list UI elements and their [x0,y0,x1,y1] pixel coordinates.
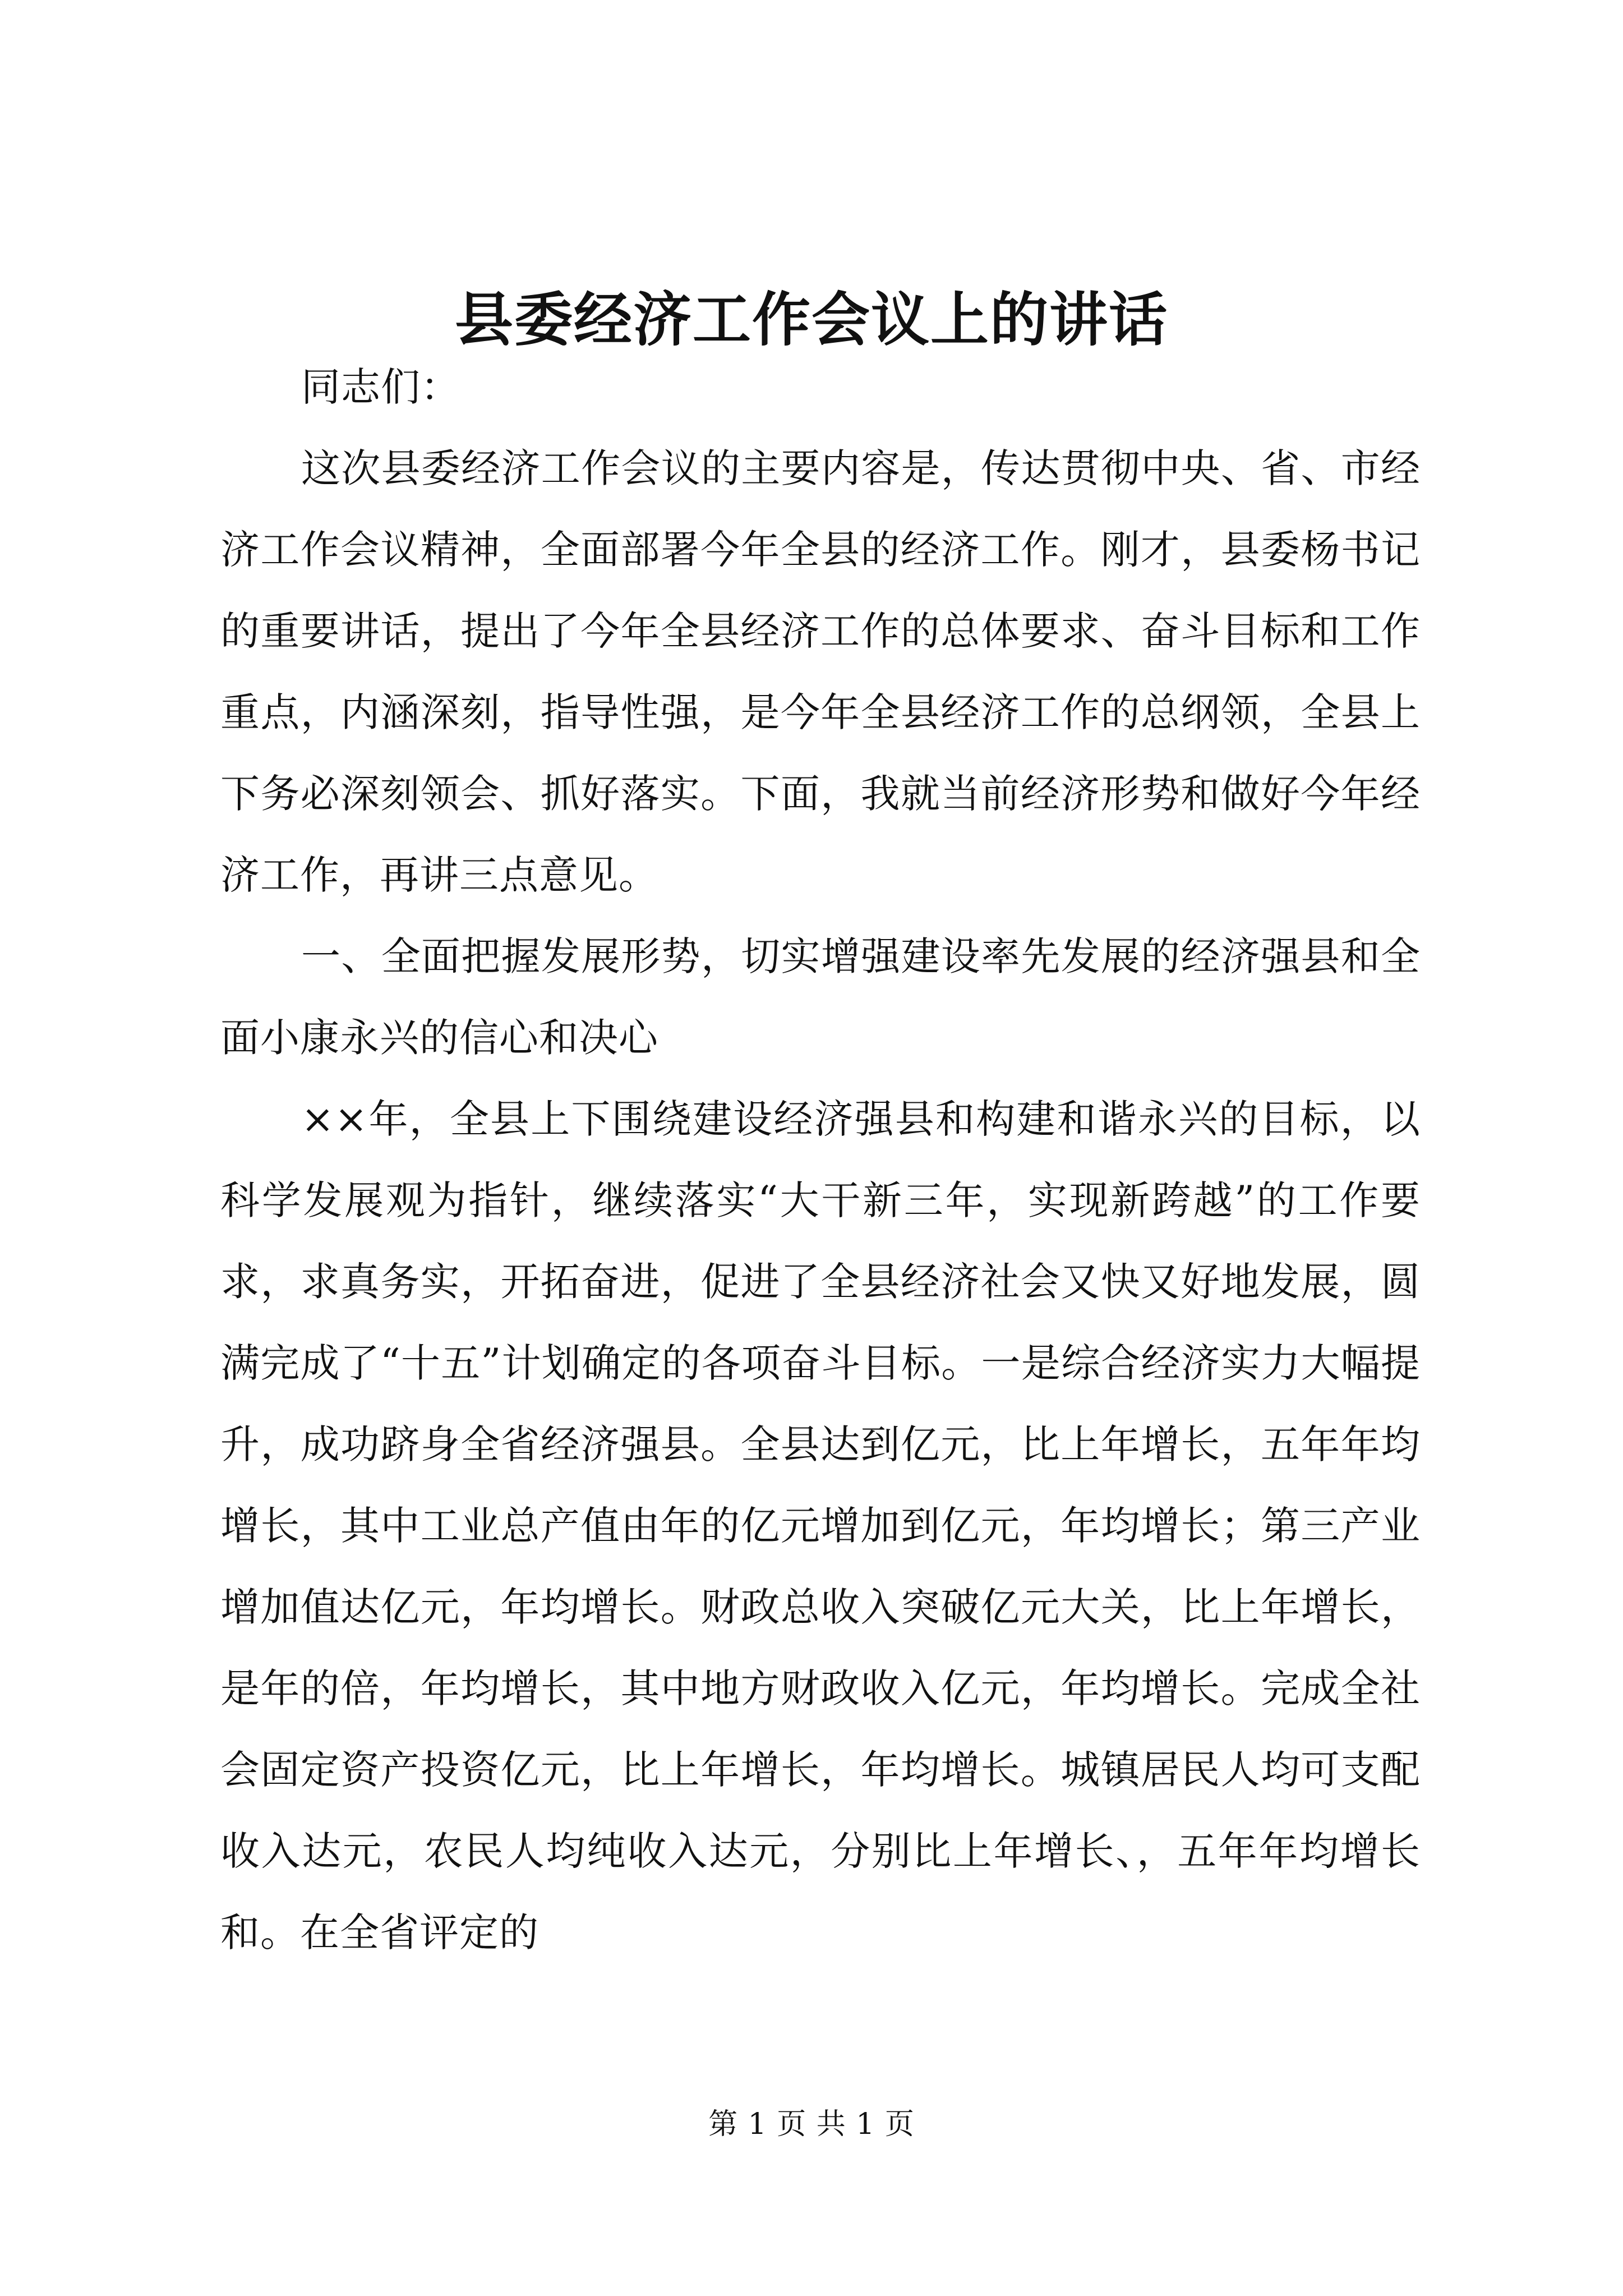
intro-paragraph: 这次县委经济工作会议的主要内容是，传达贯彻中央、省、市经济工作会议精神，全面部署今年全县的经济工作。刚才，县委杨书记的重要讲话，提出了今年全县经济工作的总体要求、奋斗目标和工作重点，内涵深刻，指导性强，是今年全县经济工作的总纲领，全县上下务必深刻领会、抓好落实。下面，我就当前经济形势和做好今年经济工作，再讲三点意见。 [220,445,1421,898]
body-paragraph: ××年，全县上下围绕建设经济强县和构建和谐永兴的目标，以科学发展观为指针，继续落实“大干新三年，实现新跨越”的工作要求，求真务实，开拓奋进，促进了全县经济社会又快又好地发展，圆满完成了“十五”计划确定的各项奋斗目标。一是综合经济实力大幅提升，成功跻身全省经济强县。全县达到亿元，比上年增长，五年年均增长，其中工业总产值由年的亿元增加到亿元，年均增长；第三产业增加值达亿元，年均增长。财政总收入突破亿元大关，比上年增长，是年的倍，年均增长，其中地方财政收入亿元，年均增长。完成全社会固定资产投资亿元，比上年增长，年均增长。城镇居民人均可支配收入达元，农民人均纯收入达元，分别比上年增长、，五年年均增长和。在全省评定的 [220,1096,1421,1955]
document-body [220,347,1421,1973]
page-footer: 第 1 页 共 1 页 [708,2108,915,2141]
document-title: 县委经济工作会议上的讲话 [454,285,1168,354]
section-heading-paragraph: 一、全面把握发展形势，切实增强建设率先发展的经济强县和全面小康永兴的信心和决心 [220,933,1421,1061]
salutation-paragraph: 同志们： [301,364,460,410]
